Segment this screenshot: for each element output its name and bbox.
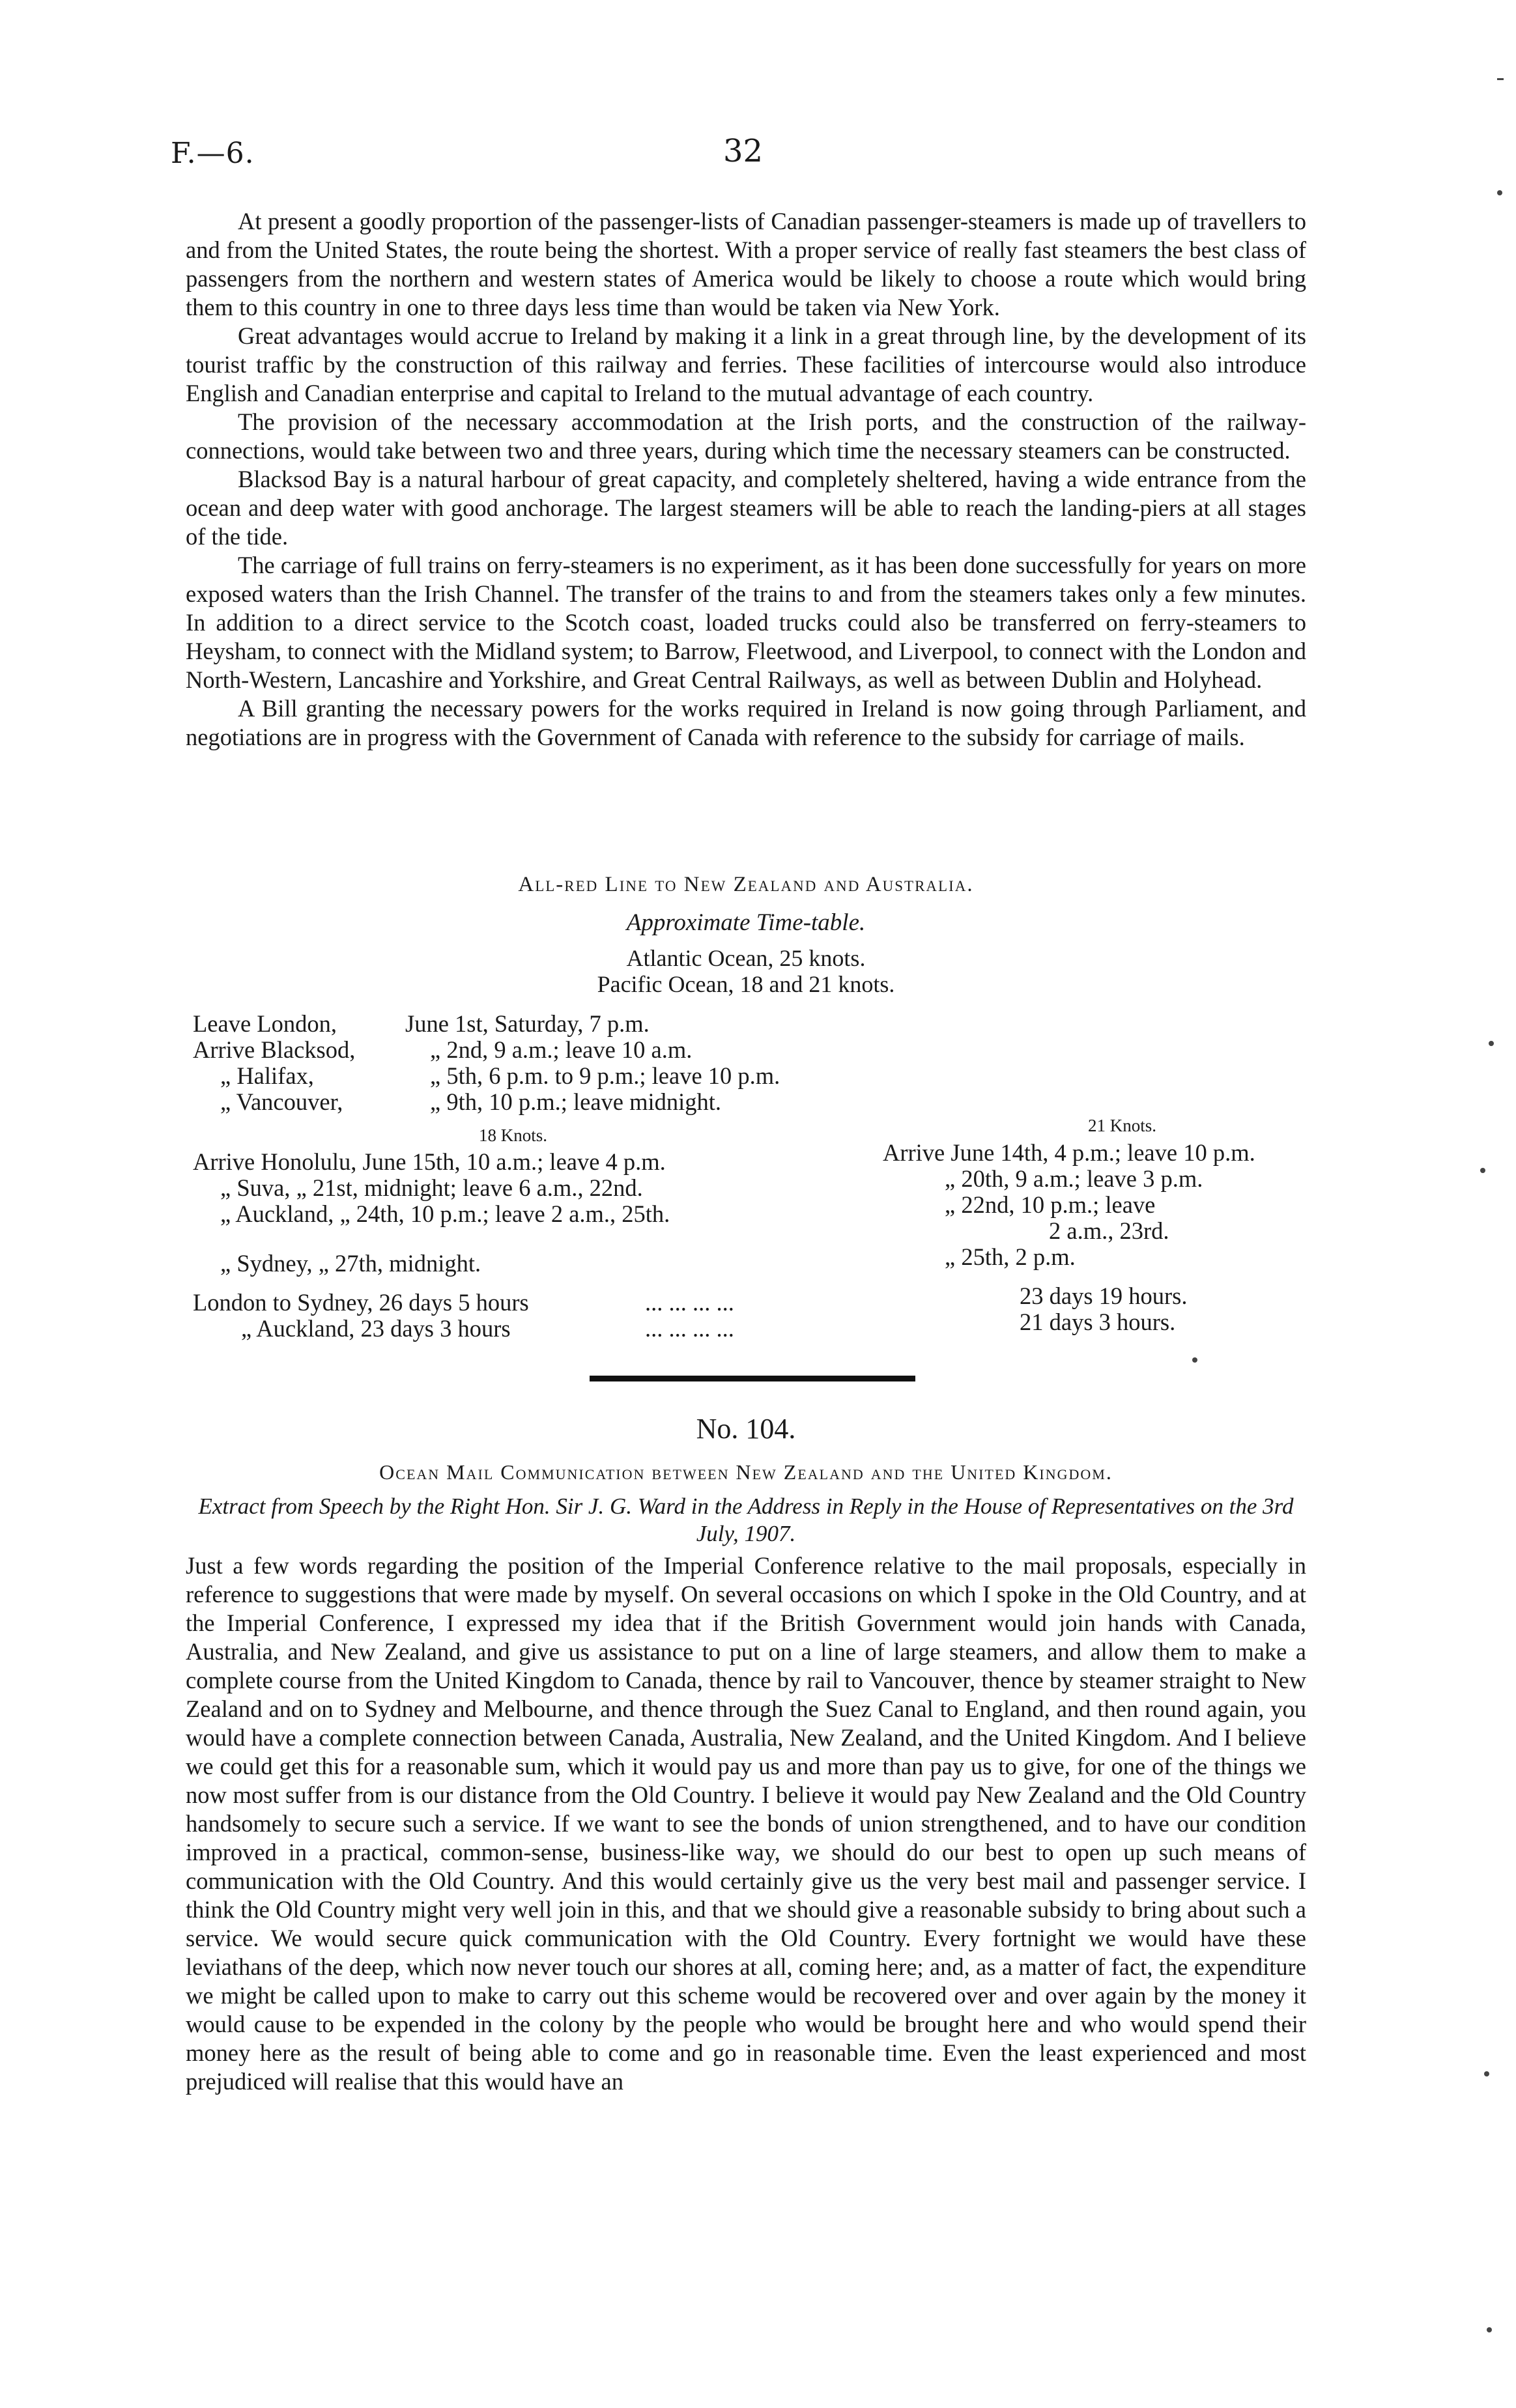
scan-mark (1497, 78, 1504, 80)
paragraph: Blacksod Bay is a natural harbour of great capacity, and completely sheltered, having a wide entrance from the ocean and deep water with good anchorage. The largest steamers will be able to reach the landing-piers at all stages of the tide. (186, 466, 1306, 550)
timetable-cell: „ 5th, 6 p.m. to 9 p.m.; leave 10 p.m. (430, 1062, 780, 1089)
speech-paragraph: Just a few words regarding the position of the Imperial Conference relative to the mail proposals, especially in reference to suggestions that were made by myself. On several occasions on which I spoke in the Old Country, and at the Imperial Conference, I expressed my idea that if the British Government would join hands with Canada, Australia, and New Zealand, and give us assistance to put on a line of large steamers, and allow them to make a complete course from the United Kingdom to Canada, thence by rail to Vancouver, thence by steamer straight to New Zealand and on to Sydney and Melbourne, and thence through the Suez Canal to England, and then round again, you would have a complete connection between Canada, Australia, New Zealand, and the United Kingdom. And I believe we could get this for a reasonable sum, which it would pay us and more than pay us to give, for one of the things we now most suffer from is our distance from the Old Country. I believe it would pay New Zealand and the Old Country handsomely to secure such a service. If we want to see the bonds of union strengthened, and to have our condition improved in a practical, common-sense, business-like way, we should do our best to open up such means of communication with the Old Country. And this would certainly give us the very best mail and passenger service. I think the Old Country might very well join in this, and that we should give a reasonable subsidy to bring about such a service. We would secure quick communication with the Old Country. Every fortnight we would have these leviathans of the deep, which now never touch our shores at all, coming here; and, as a matter of fact, the expenditure we might be called upon to make to carry out this scheme would be recovered over and over again by the money it would cause to be expended in the colony by the people who would be brought here and who would spend their money here as the result of being able to come and go in reasonable time. Even the least experienced and most prejudiced will realise that this would have an (186, 1552, 1306, 2095)
section-number: No. 104. (696, 1413, 796, 1445)
paragraph: Great advantages would accrue to Ireland by making it a link in a great through line, by the development of its tourist traffic by the construction of this railway and ferries. These facilities of intercourse would also introduce English and Canadian enterprise and capital to Ireland to the mutual advantage of each country. (186, 322, 1306, 406)
total-right: 21 days 3 hours. (1020, 1309, 1176, 1335)
scan-mark (1484, 2071, 1489, 2076)
extract-caption: Extract from Speech by the Right Hon. Sir J. G. Ward in the Address in Reply in the House of Representatives on the 3rd July, 1907. (198, 1494, 1294, 1546)
scan-mark (1489, 1041, 1494, 1046)
timetable-title: All-red Line to New Zealand and Australia. (518, 873, 974, 896)
timetable-cell: Arrive Blacksod, (193, 1036, 356, 1063)
timetable-cell: 2 a.m., 23rd. (1049, 1217, 1169, 1244)
timetable-cell: June 1st, Saturday, 7 p.m. (405, 1010, 650, 1037)
paragraph: The provision of the necessary accommodation at the Irish ports, and the construction of the railway-connections, would take between two and three years, during which time the necessary steamers can be constructed. (186, 408, 1306, 464)
total-left: „ Auckland, 23 days 3 hours (241, 1315, 511, 1342)
scan-mark (1480, 1168, 1485, 1173)
document-reference: F.—6. (171, 137, 255, 170)
paragraph: At present a goodly proportion of the passenger-lists of Canadian passenger-steamers is made up of travellers to and from the United States, the route being the shortest. With a proper service of really fast steamers the best class of passengers from the northern and western states of America would be likely to choose a route which would bring them to this country in one to three days less time than would be taken via New York. (186, 208, 1306, 320)
timetable-cell: „ 25th, 2 p.m. (945, 1243, 1076, 1270)
timetable-cell: Arrive June 14th, 4 p.m.; leave 10 p.m. (883, 1139, 1255, 1166)
timetable-subtitle: Approximate Time-table. (626, 909, 866, 936)
scan-mark (1497, 190, 1502, 195)
paragraph: A Bill granting the necessary powers for the works required in Ireland is now going through Parliament, and negotiations are in progress with the Government of Canada with reference to the subsidy for carriage of mails. (186, 695, 1306, 750)
total-right: 23 days 19 hours. (1020, 1282, 1188, 1309)
timetable-cell: „ Auckland, „ 24th, 10 p.m.; leave 2 a.m., 25th. (220, 1200, 670, 1227)
paragraph: The carriage of full trains on ferry-steamers is no experiment, as it has been done successfully for years on more exposed waters than the Irish Channel. The transfer of the trains to and from the steamers takes only a few minutes. In addition to a direct service to the Scotch coast, loaded trucks could also be transferred on ferry-steamers to Heysham, to connect with the Midland system; to Barrow, Fleetwood, and Liverpool, to connect with the London and North-Western, Lancashire and Yorkshire, and Great Central Railways, as well as between Dublin and Holyhead. (186, 552, 1306, 693)
timetable-speed-atlantic: Atlantic Ocean, 25 knots. (626, 945, 866, 971)
speech-body (186, 1551, 1306, 2096)
total-left: London to Sydney, 26 days 5 hours (193, 1289, 529, 1316)
timetable-cell: „ 9th, 10 p.m.; leave midnight. (430, 1088, 722, 1115)
page-number: 32 (723, 133, 764, 169)
scan-mark (1192, 1357, 1197, 1363)
timetable-cell: Arrive Honolulu, June 15th, 10 a.m.; leave 4 p.m. (193, 1148, 666, 1175)
section-title: Ocean Mail Communication between New Zealand and the United Kingdom. (379, 1460, 1113, 1484)
knots-21-label: 21 Knots. (1088, 1116, 1157, 1135)
timetable-cell: „ Vancouver, (220, 1088, 343, 1115)
timetable-cell: „ 20th, 9 a.m.; leave 3 p.m. (945, 1165, 1203, 1192)
timetable-cell: „ 22nd, 10 p.m.; leave (945, 1191, 1156, 1218)
section1-body (186, 207, 1306, 752)
timetable-cell: Leave London, (193, 1010, 337, 1037)
total-dots: ... ... ... ... (645, 1289, 734, 1316)
section-divider (590, 1376, 915, 1381)
scan-mark (1487, 2327, 1492, 2332)
timetable-cell: „ Sydney, „ 27th, midnight. (220, 1250, 481, 1277)
timetable-speed-pacific: Pacific Ocean, 18 and 21 knots. (597, 971, 895, 997)
timetable-cell: „ Halifax, (220, 1062, 314, 1089)
timetable-cell: „ Suva, „ 21st, midnight; leave 6 a.m., 22nd. (220, 1174, 643, 1201)
timetable-cell: „ 2nd, 9 a.m.; leave 10 a.m. (430, 1036, 693, 1063)
knots-18-label: 18 Knots. (479, 1126, 548, 1145)
total-dots: ... ... ... ... (645, 1315, 734, 1342)
